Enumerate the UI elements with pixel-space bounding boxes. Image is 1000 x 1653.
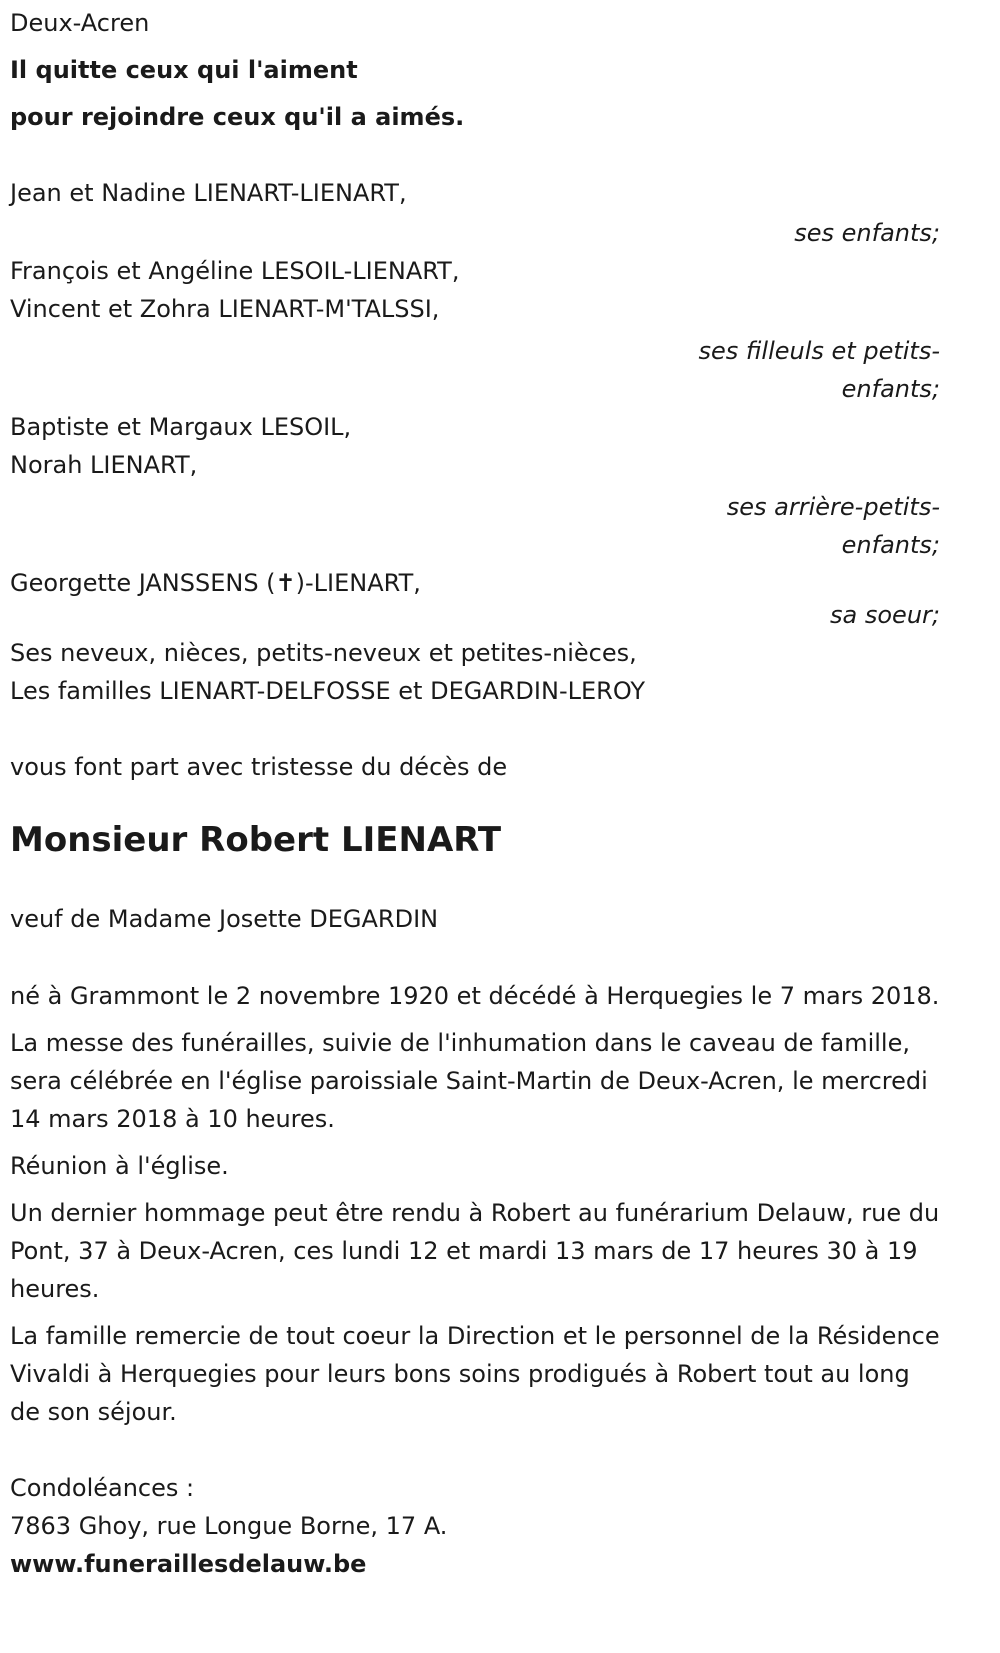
tribute-paragraph: Un dernier hommage peut être rendu à Robert au funérarium Delauw, rue du Pont, 37 à Deux-Acren, ces lundi 12 et mardi 13 mars de 17 heures 30 à 19 heures. bbox=[10, 1199, 940, 1303]
other-relatives: Ses neveux, nièces, petits-neveux et petites-nièces, bbox=[10, 639, 637, 667]
condolences-address: 7863 Ghoy, rue Longue Borne, 17 A. bbox=[10, 1512, 448, 1540]
place-name: Deux-Acren bbox=[10, 9, 150, 37]
great-grandchildren-role-line-1: ses arrière-petits- bbox=[726, 493, 940, 521]
sister-name-part-1: Georgette JANSSENS ( bbox=[10, 569, 276, 597]
birth-death-paragraph: né à Grammont le 2 novembre 1920 et décédé à Herquegies le 7 mars 2018. bbox=[10, 982, 940, 1010]
sister-name-part-2: )-LIENART, bbox=[295, 569, 421, 597]
quote-line-2: pour rejoindre ceux qu'il a aimés. bbox=[10, 103, 465, 131]
cross-icon: ✝ bbox=[275, 569, 296, 597]
condolences-label: Condoléances : bbox=[10, 1474, 195, 1502]
website-link[interactable]: www.funeraillesdelauw.be bbox=[10, 1550, 367, 1578]
other-relatives: Les familles LIENART-DELFOSSE et DEGARDIN-LEROY bbox=[10, 677, 646, 705]
widower-line: veuf de Madame Josette DEGARDIN bbox=[10, 905, 439, 933]
quote-line-1: Il quitte ceux qui l'aiment bbox=[10, 56, 358, 84]
obituary-notice bbox=[10, 0, 940, 1583]
announcement-intro: vous font part avec tristesse du décès de bbox=[10, 753, 508, 781]
great-grandchildren-role-line-2: enfants; bbox=[841, 531, 940, 559]
great-grandchild-name: Norah LIENART, bbox=[10, 451, 198, 479]
meeting-paragraph: Réunion à l'église. bbox=[10, 1152, 229, 1180]
godchildren-role-line-1: ses filleuls et petits- bbox=[698, 337, 940, 365]
funeral-paragraph: La messe des funérailles, suivie de l'inhumation dans le caveau de famille, sera célébrée en l'église paroissiale Saint-Martin de Deux-Acren, le mercredi 14 mars 2018 à 10 heures. bbox=[10, 1029, 928, 1133]
godchild-name: François et Angéline LESOIL-LIENART, bbox=[10, 257, 460, 285]
sister-role: sa soeur; bbox=[830, 601, 940, 629]
thanks-paragraph: La famille remercie de tout coeur la Direction et le personnel de la Résidence Vivaldi à Herquegies pour leurs bons soins prodigués à Robert tout au long de son séjour. bbox=[10, 1322, 940, 1426]
godchildren-role-line-2: enfants; bbox=[841, 375, 940, 403]
children-role: ses enfants; bbox=[794, 219, 940, 247]
great-grandchild-name: Baptiste et Margaux LESOIL, bbox=[10, 413, 352, 441]
godchild-name: Vincent et Zohra LIENART-M'TALSSI, bbox=[10, 295, 440, 323]
children-name: Jean et Nadine LIENART-LIENART, bbox=[10, 179, 407, 207]
deceased-name: Monsieur Robert LIENART bbox=[10, 820, 502, 860]
